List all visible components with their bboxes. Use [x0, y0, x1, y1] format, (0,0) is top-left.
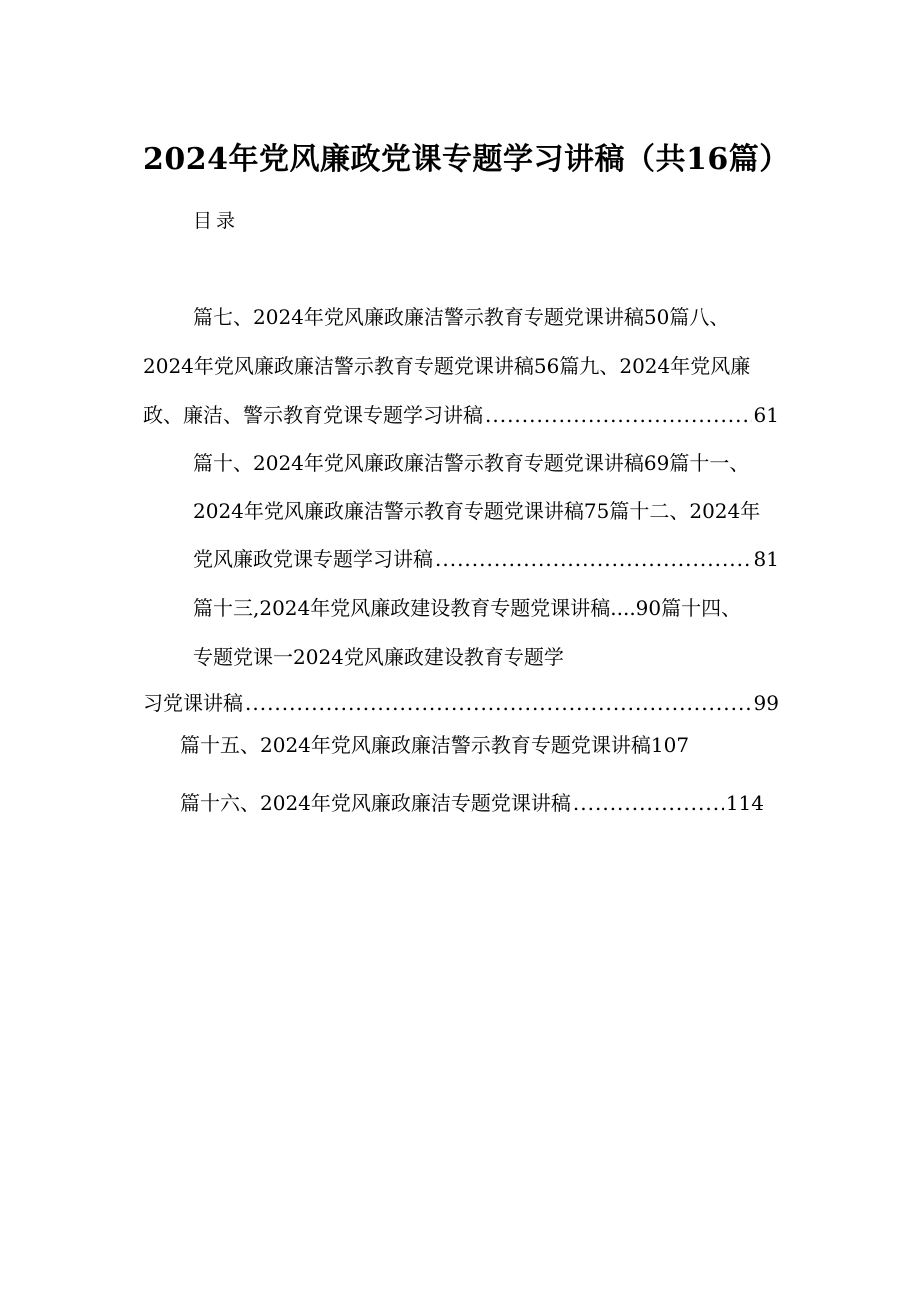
toc-entry-with-page[interactable]	[143, 691, 779, 715]
toc-line-text: 篇十六、2024年党风廉政廉洁专题党课讲稿	[180, 791, 571, 815]
toc-line-text: 政、廉洁、警示教育党课专题学习讲稿	[143, 403, 483, 427]
toc-line-text: 2024年党风廉政廉洁警示教育专题党课讲稿75篇十二、2024年	[193, 499, 761, 523]
toc-line-text: 篇十、2024年党风廉政廉洁警示教育专题党课讲稿69篇十一、	[193, 451, 750, 475]
toc-line[interactable]	[193, 645, 564, 669]
toc-line[interactable]	[180, 733, 689, 757]
document-title: 2024年党风廉政党课专题学习讲稿（共16篇）	[143, 142, 790, 177]
toc-page-number: 114	[725, 791, 764, 815]
dot-leader	[245, 691, 752, 715]
toc-page-number: 99	[753, 691, 779, 715]
toc-line[interactable]	[193, 305, 729, 329]
toc-line-text: 篇十五、2024年党风廉政廉洁警示教育专题党课讲稿107	[180, 733, 690, 757]
dot-leader	[435, 547, 752, 571]
toc-line[interactable]	[193, 499, 760, 523]
toc-line-text: 篇十三,2024年党风廉政建设教育专题党课讲稿....90篇十四、	[193, 596, 742, 620]
toc-heading: 目录	[193, 210, 240, 232]
toc-line-text: 党风廉政党课专题学习讲稿	[193, 547, 433, 571]
dot-leader	[485, 403, 752, 427]
toc-page-number: 81	[753, 547, 779, 571]
toc-line-text: 2024年党风廉政廉洁警示教育专题党课讲稿56篇九、2024年党风廉	[143, 354, 751, 378]
toc-entry-with-page[interactable]	[180, 791, 764, 815]
toc-entry-with-page[interactable]	[193, 547, 779, 571]
toc-entry-with-page[interactable]	[143, 403, 779, 427]
toc-line[interactable]	[193, 596, 741, 620]
toc-line-text: 篇七、2024年党风廉政廉洁警示教育专题党课讲稿50篇八、	[193, 305, 730, 329]
toc-line-text: 专题党课一2024党风廉政建设教育专题学	[193, 645, 564, 669]
toc-line[interactable]	[143, 354, 750, 378]
toc-line-text: 习党课讲稿	[143, 691, 243, 715]
dot-leader	[573, 791, 724, 815]
toc-page-number: 61	[753, 403, 779, 427]
toc-line[interactable]	[193, 451, 749, 475]
